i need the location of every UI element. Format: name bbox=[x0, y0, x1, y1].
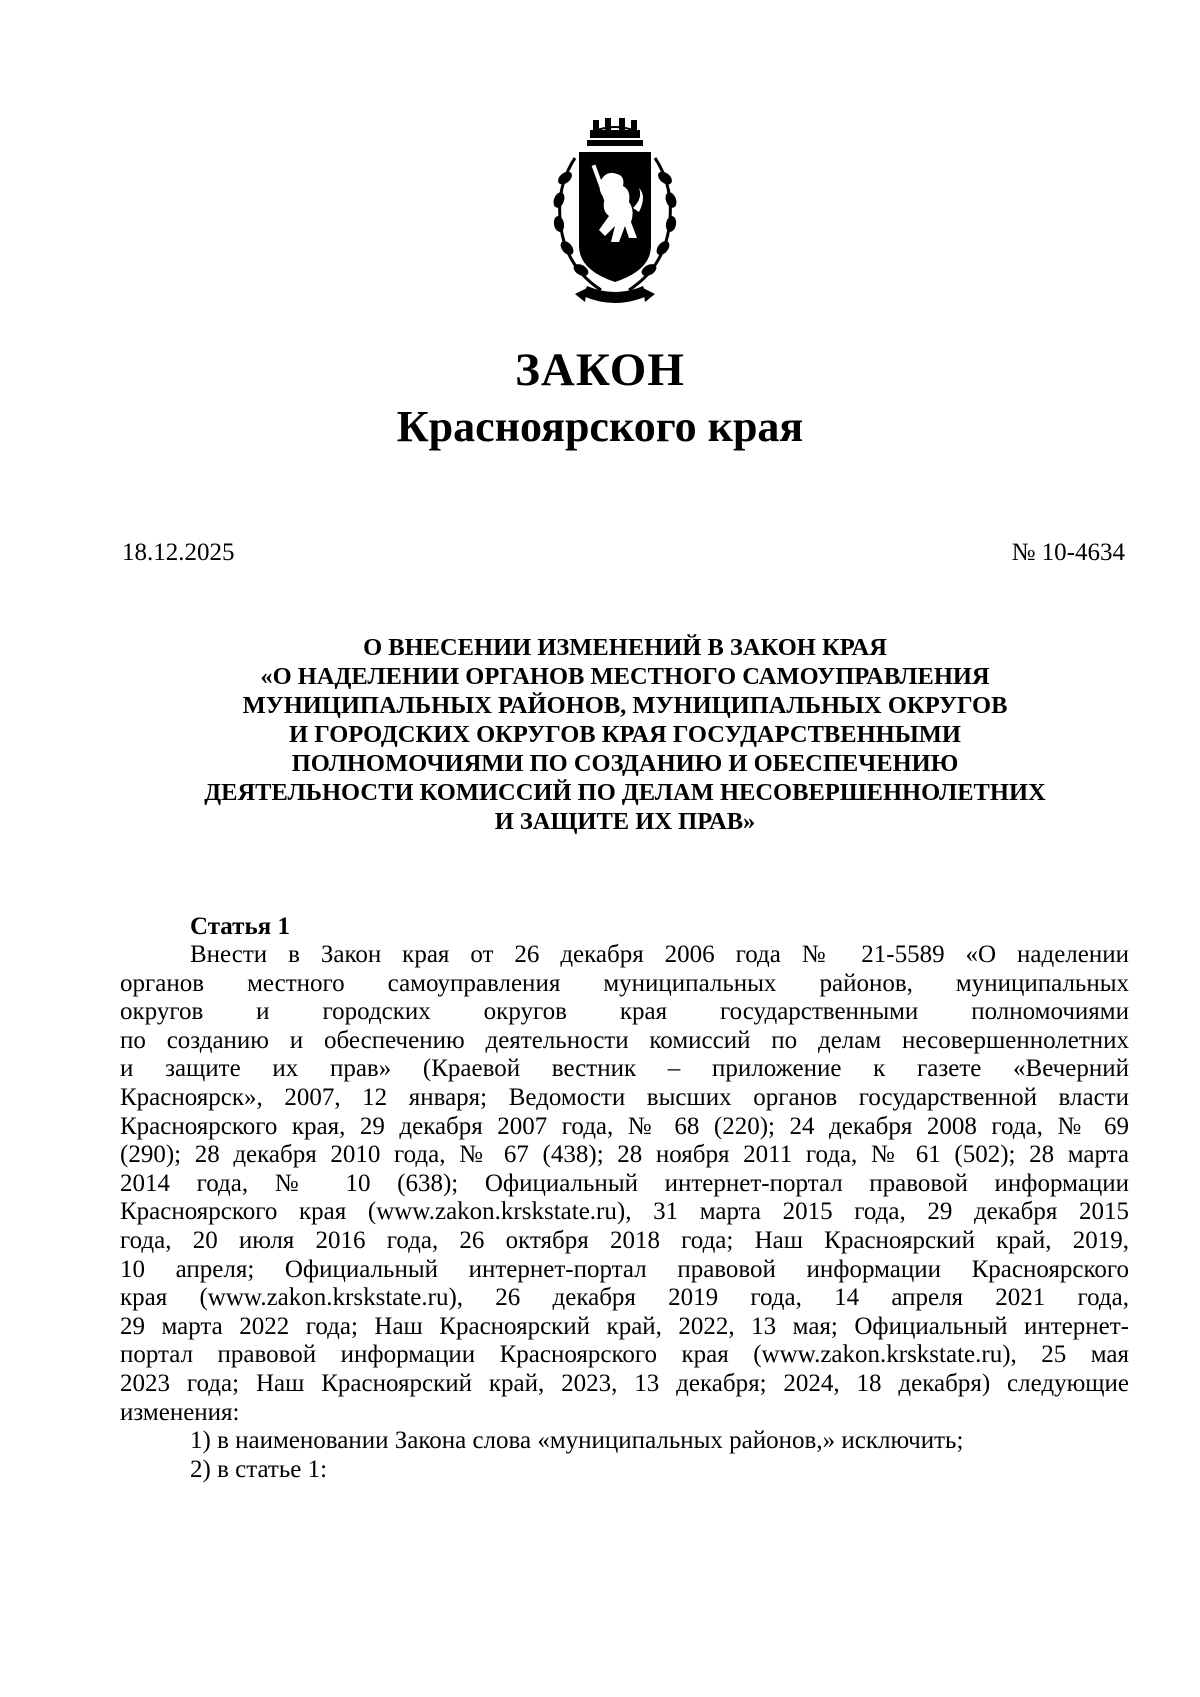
article-line: округов и городских округов края государственными полномочиями bbox=[120, 998, 1129, 1026]
document-date: 18.12.2025 bbox=[122, 539, 235, 566]
article-line: 2023 года; Наш Красноярский край, 2023, 13 декабря; 2024, 18 декабря) следующие bbox=[120, 1369, 1129, 1397]
law-heading-line: ПОЛНОМОЧИЯМИ ПО СОЗДАНИЮ И ОБЕСПЕЧЕНИЮ bbox=[291, 750, 959, 777]
coat-of-arms-icon bbox=[535, 118, 695, 318]
law-heading-line: И ЗАЩИТЕ ИХ ПРАВ» bbox=[494, 808, 756, 835]
article-line: и защите их прав» (Краевой вестник – приложение к газете «Вечерний bbox=[120, 1055, 1129, 1083]
law-heading-line: И ГОРОДСКИХ ОКРУГОВ КРАЯ ГОСУДАРСТВЕННЫМИ bbox=[289, 721, 961, 748]
article-line: 10 апреля; Официальный интернет-портал правовой информации Красноярского bbox=[120, 1255, 1129, 1283]
article-line: 29 марта 2022 года; Наш Красноярский край, 2022, 13 мая; Официальный интернет- bbox=[120, 1312, 1129, 1340]
article-body bbox=[120, 941, 1129, 1484]
article-line: Внести в Закон края от 26 декабря 2006 года № 21-5589 «О наделении bbox=[190, 941, 1129, 968]
law-heading-line: «О НАДЕЛЕНИИ ОРГАНОВ МЕСТНОГО САМОУПРАВЛЕНИЯ bbox=[260, 663, 990, 690]
document-subtitle: Красноярского края bbox=[396, 402, 804, 451]
article-item: 2) в статье 1: bbox=[190, 1455, 328, 1483]
article-line: края (www.zakon.krskstate.ru), 26 декабря 2019 года, 14 апреля 2021 года, bbox=[120, 1284, 1129, 1312]
article-line: года, 20 июля 2016 года, 26 октября 2018 года; Наш Красноярский край, 2019, bbox=[120, 1226, 1129, 1254]
article-line: Красноярского края, 29 декабря 2007 года, № 68 (220); 24 декабря 2008 года, № 69 bbox=[120, 1112, 1129, 1140]
law-heading-line: МУНИЦИПАЛЬНЫХ РАЙОНОВ, МУНИЦИПАЛЬНЫХ ОКРУГОВ bbox=[242, 692, 1008, 719]
article-line: (290); 28 декабря 2010 года, № 67 (438); 28 ноября 2011 года, № 61 (502); 28 марта bbox=[120, 1141, 1129, 1169]
article-line: Красноярского края (www.zakon.krskstate.ru), 31 марта 2015 года, 29 декабря 2015 bbox=[120, 1198, 1129, 1226]
article-line: 2014 года, № 10 (638); Официальный интернет-портал правовой информации bbox=[120, 1169, 1129, 1197]
article-line: портал правовой информации Красноярского края (www.zakon.krskstate.ru), 25 мая bbox=[120, 1341, 1129, 1369]
document-number: № 10-4634 bbox=[1011, 539, 1125, 566]
article-line: органов местного самоуправления муниципальных районов, муниципальных bbox=[120, 969, 1129, 997]
document-title: ЗАКОН bbox=[515, 344, 685, 396]
article-line: Красноярск», 2007, 12 января; Ведомости высших органов государственной власти bbox=[120, 1083, 1129, 1111]
article-item: 1) в наименовании Закона слова «муниципальных районов,» исключить; bbox=[190, 1427, 964, 1455]
article-line: по созданию и обеспечению деятельности комиссий по делам несовершеннолетних bbox=[120, 1026, 1129, 1054]
law-heading-line: О ВНЕСЕНИИ ИЗМЕНЕНИЙ В ЗАКОН КРАЯ bbox=[363, 634, 887, 661]
law-heading-line: ДЕЯТЕЛЬНОСТИ КОМИССИЙ ПО ДЕЛАМ НЕСОВЕРШЕННОЛЕТНИХ bbox=[204, 779, 1046, 806]
article-title: Статья 1 bbox=[190, 913, 290, 940]
article-line: изменения: bbox=[120, 1398, 240, 1426]
law-heading bbox=[80, 633, 1170, 836]
